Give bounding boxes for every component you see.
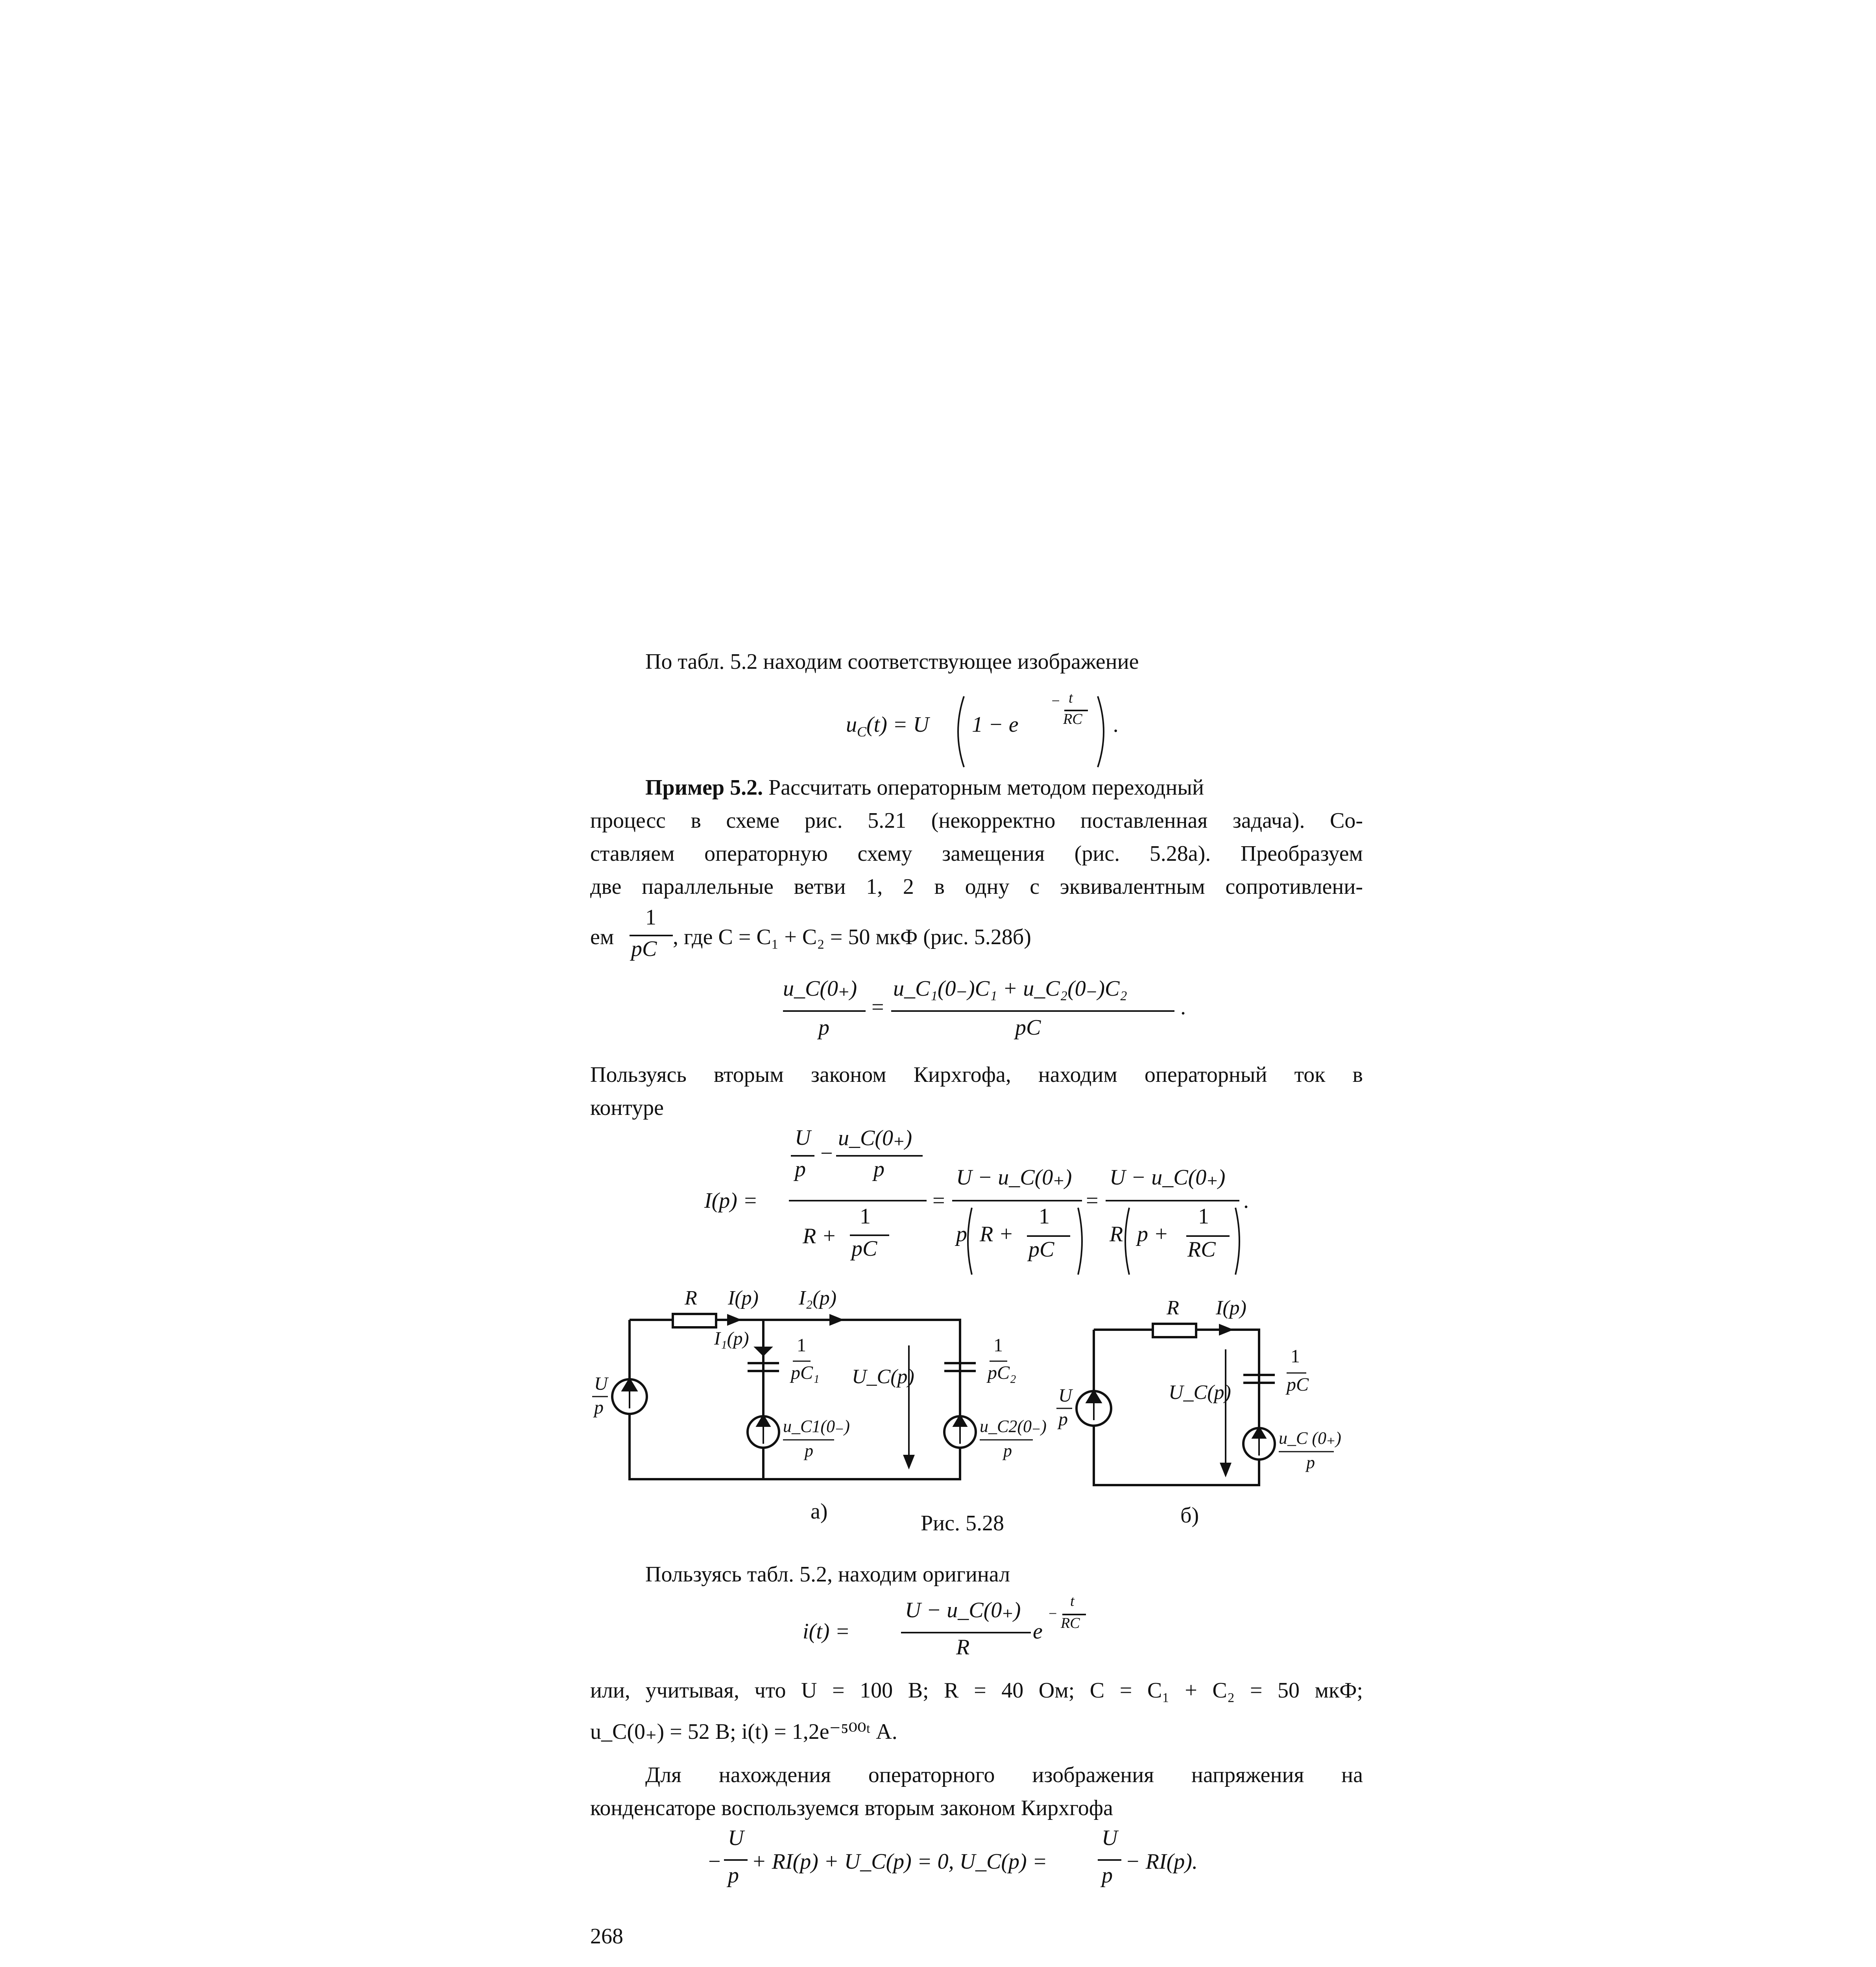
eq5-den2: p <box>1102 1863 1113 1888</box>
example-line-4: две параллельные ветви 1, 2 в одну с эквивалентным сопротивлени- <box>590 875 1363 899</box>
fig-a-caption-label: а) <box>811 1499 828 1524</box>
fig-b-cap-den: pC <box>1287 1374 1309 1395</box>
eq5-minus: − <box>708 1849 721 1874</box>
fig-a-ip-arrowhead <box>728 1315 740 1325</box>
fig-b-s-num: u_C (0₊) <box>1279 1428 1341 1448</box>
eq2-rhs-num: u_C₁(0₋)C₁ + u_C₂(0₋)C₂ <box>893 976 1127 1001</box>
eq3-eq-c: = <box>1086 1188 1099 1213</box>
eq4-lhs: i(t) = <box>803 1619 850 1644</box>
fig-a-src-num: U <box>594 1373 608 1394</box>
example-line-5-post: , где C = C₁ + C₂ = 50 мкФ (рис. 5.28б) <box>673 925 1031 949</box>
eq2-lhs-den: p <box>818 1015 829 1040</box>
eq1-body: 1 − e <box>972 712 1019 737</box>
eq5-den1: p <box>728 1863 739 1888</box>
example-line-1-text: Рассчитать операторным методом переходный <box>768 775 1204 800</box>
fig-b-resistor <box>1153 1324 1196 1337</box>
eq4-e: e <box>1033 1619 1043 1644</box>
eq3-a-top-l: U <box>795 1126 811 1150</box>
fig-a-label-r: R <box>685 1287 697 1309</box>
given-line-2: u_C(0₊) = 52 В; i(t) = 1,2e⁻⁵⁰⁰ᵗ А. <box>590 1720 897 1744</box>
eq1-exp-num: t <box>1069 690 1073 706</box>
fig-b-s-den: p <box>1306 1453 1315 1472</box>
fig-a-cap1-num: 1 <box>797 1335 806 1356</box>
fig-b-cap-num: 1 <box>1291 1346 1300 1367</box>
example-heading: Пример 5.2. <box>645 775 763 800</box>
eq3-a-bot-num: 1 <box>860 1204 871 1229</box>
fig-b-caption-label: б) <box>1180 1503 1199 1528</box>
fig-b-ip-arrowhead <box>1220 1325 1232 1334</box>
example-line-3: ставляем операторную схему замещения (рис. 5.28а). Преобразуем <box>590 841 1363 866</box>
eq3-b-den-den: pC <box>1028 1237 1054 1262</box>
eq2-end: . <box>1180 995 1186 1019</box>
eq3-c-den-den: RC <box>1187 1237 1216 1262</box>
eq3-a-top-minus: − <box>820 1141 833 1166</box>
fig-a-label-i1p: I₁(p) <box>714 1328 749 1349</box>
fig-a-s1-den: p <box>805 1441 813 1460</box>
fig-a-s2-num: u_C2(0₋) <box>980 1417 1047 1436</box>
fig-b-uc-arrowhead <box>1221 1463 1230 1475</box>
fig-a-label-ip: I(p) <box>728 1287 759 1309</box>
eq3-lhs: I(p) = <box>704 1188 758 1213</box>
page-number: 268 <box>590 1924 623 1949</box>
eq3-a-bot-den: pC <box>851 1236 877 1261</box>
eq1-end: . <box>1113 712 1119 737</box>
eq4-den: R <box>956 1635 970 1659</box>
eq5-num2: U <box>1102 1826 1118 1850</box>
eq3-c-num: U − u_C(0₊) <box>1110 1165 1226 1190</box>
eq3-c-den-mid: p + <box>1137 1222 1169 1246</box>
last-line-1: Для нахождения операторного изображения напряжения на <box>645 1763 1363 1787</box>
fig-a-resistor <box>673 1314 716 1327</box>
eq5-tail: − RI(p). <box>1125 1849 1198 1874</box>
paragraph-original: Пользуясь табл. 5.2, находим оригинал <box>645 1562 1010 1587</box>
eq2-rhs-den: pC <box>1015 1015 1041 1040</box>
fig-a-cap2-num: 1 <box>993 1335 1003 1356</box>
fig-a-s1-num: u_C1(0₋) <box>783 1417 850 1436</box>
eq3-b-den-num: 1 <box>1039 1204 1050 1229</box>
eq3-b-den-mid: R + <box>980 1222 1014 1246</box>
eq3-a-bot: R + <box>803 1224 836 1248</box>
eq3-a-top-r: u_C(0₊) <box>838 1126 912 1150</box>
fig-b-uc-label: U_C(p) <box>1169 1381 1231 1404</box>
equation-it <box>803 1593 1137 1676</box>
fig-a-uc-label: U_C(p) <box>852 1365 914 1388</box>
example-line-5-pre: ем <box>590 925 614 949</box>
paragraph-intro: По табл. 5.2 находим соответствующее изображение <box>645 650 1139 674</box>
eq3-c-den-num: 1 <box>1198 1204 1209 1229</box>
eq1-lhs: u <box>846 712 857 737</box>
given-line-1: или, учитывая, что U = 100 В; R = 40 Ом; C = C₁ + C₂ = 50 мкФ; <box>590 1678 1363 1703</box>
eq5-num1: U <box>728 1826 744 1850</box>
fig-a-label-i2p: I₂(p) <box>799 1287 837 1309</box>
eq3-eq-b: = <box>932 1188 945 1213</box>
eq1-lhs-sub: C <box>857 724 867 740</box>
example-frac-num: 1 <box>645 905 656 930</box>
eq4-exp-den: RC <box>1061 1615 1080 1631</box>
fig-a-i2-arrowhead <box>830 1315 842 1325</box>
figure-caption: Рис. 5.28 <box>921 1511 1004 1535</box>
eq5-bar1 <box>724 1859 748 1861</box>
last-line-2: конденсаторе воспользуемся вторым законом Кирхгофа <box>590 1796 1113 1820</box>
eq2-eq: = <box>872 995 884 1019</box>
eq3-b-num: U − u_C(0₊) <box>956 1165 1072 1190</box>
kirch1-line-2: контуре <box>590 1096 664 1120</box>
fig-a-uc-arrowhead <box>904 1456 914 1467</box>
fig-a-src-den: p <box>594 1397 604 1418</box>
fig-b-src-den: p <box>1058 1409 1068 1430</box>
eq4-exp-minus: − <box>1049 1605 1057 1622</box>
eq1-exp-den: RC <box>1063 711 1082 727</box>
fig-a-i1-arrowhead <box>755 1347 771 1355</box>
fig-a-s2-den: p <box>1003 1441 1012 1460</box>
eq1-exp-sign: − <box>1051 693 1061 709</box>
example-frac-den: pC <box>631 937 657 961</box>
equation-uc-p <box>708 1825 1291 1904</box>
eq5-mid: + RI(p) + U_C(p) = 0, U_C(p) = <box>752 1849 1047 1874</box>
fig-a-cap2-den: pC₂ <box>988 1362 1016 1383</box>
eq3-c-den-pre: R <box>1110 1222 1123 1246</box>
kirch1-line-1: Пользуясь вторым законом Кирхгофа, находим операторный ток в <box>590 1063 1363 1087</box>
eq1-lhs-arg: (t) = U <box>866 712 929 737</box>
fig-b-wire-loop <box>1094 1330 1259 1485</box>
eq4-num: U − u_C(0₊) <box>905 1598 1021 1622</box>
eq4-bar <box>901 1632 1031 1633</box>
eq3-end: . <box>1243 1188 1249 1213</box>
eq3-a-top-l-den: p <box>795 1157 806 1181</box>
fig-b-src-num: U <box>1058 1385 1072 1406</box>
eq2-lhs-num: u_C(0₊) <box>783 976 857 1001</box>
fig-b-label-ip: I(p) <box>1216 1297 1246 1319</box>
eq3-b-den-pre: p <box>956 1222 967 1246</box>
eq4-exp-num: t <box>1070 1593 1075 1609</box>
eq5-bar2 <box>1098 1859 1121 1861</box>
eq3-a-top-r-den: p <box>873 1157 884 1181</box>
example-line-2: процесс в схеме рис. 5.21 (некорректно поставленная задача). Со- <box>590 808 1363 833</box>
fig-a-cap1-den: pC₁ <box>791 1362 820 1383</box>
fig-b-label-r: R <box>1167 1297 1179 1319</box>
